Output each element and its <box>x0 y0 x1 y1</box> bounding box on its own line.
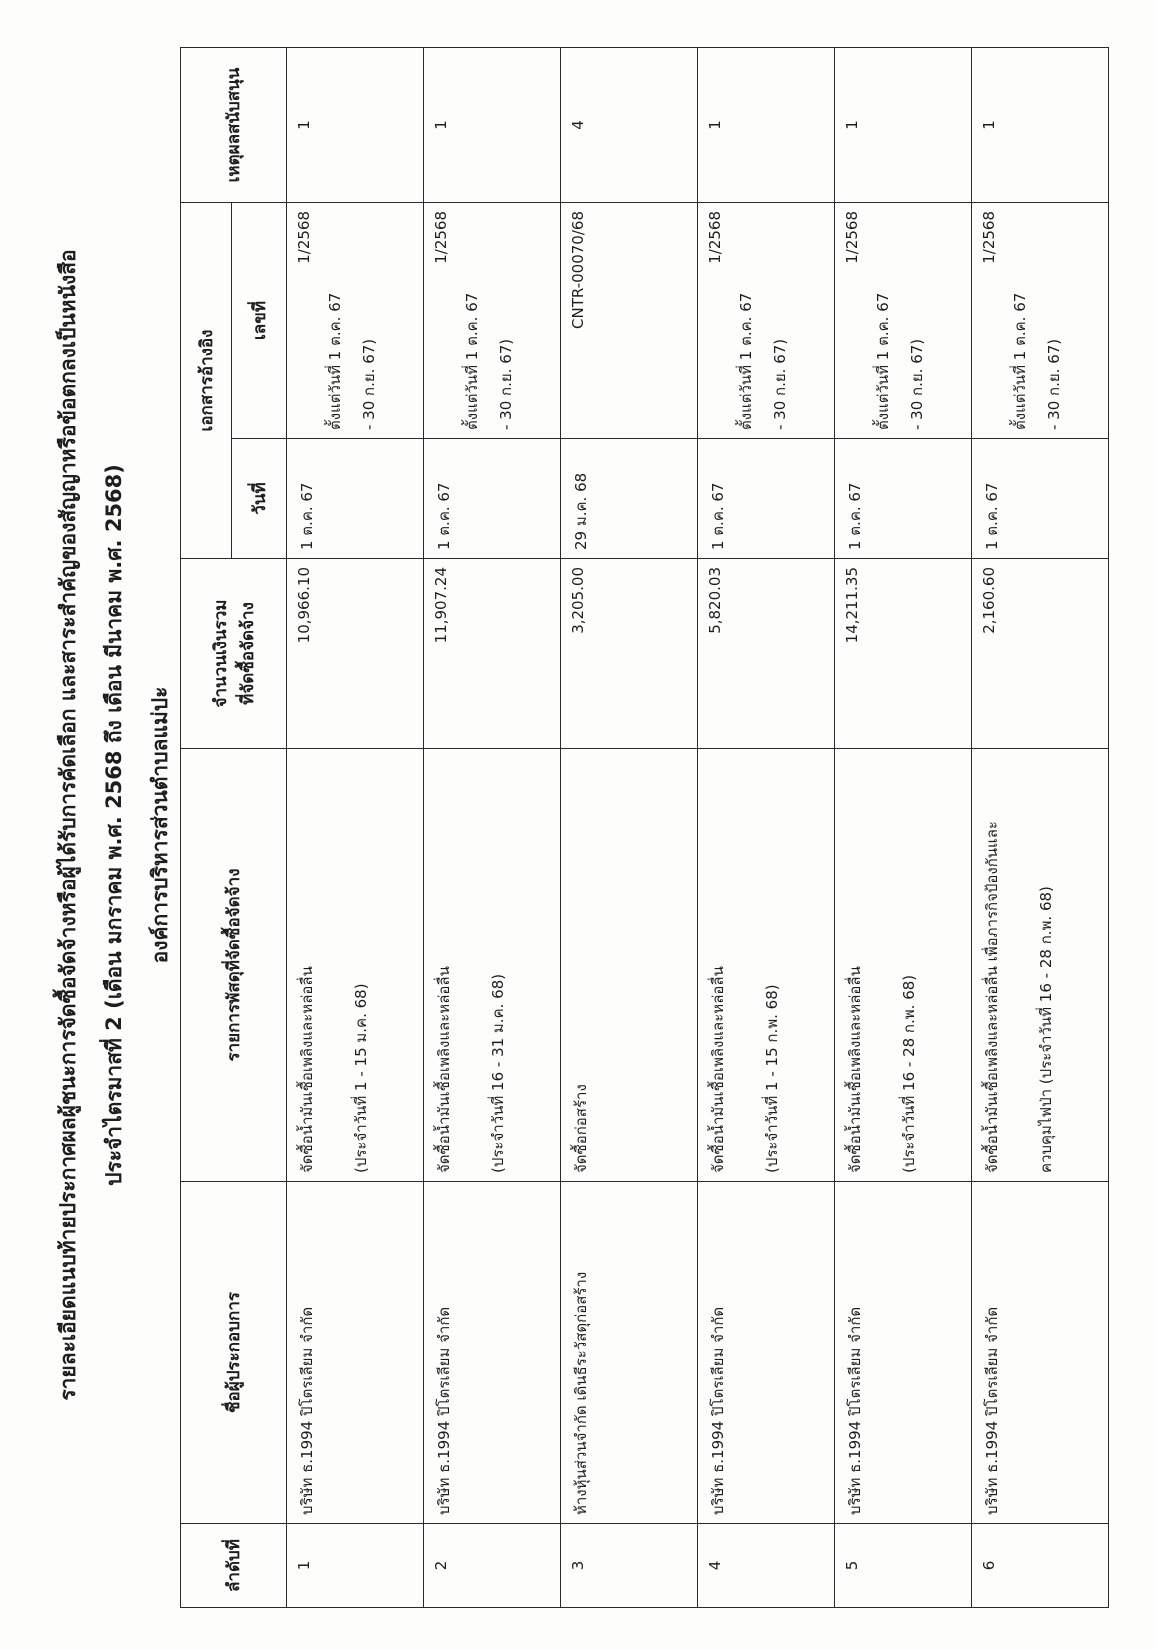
col-header-reason: เหตุผลสนับสนุน <box>181 48 287 203</box>
cell-amount: 10,966.10 <box>287 559 424 749</box>
col-header-ref-no: เลขที่ <box>232 203 287 439</box>
cell-reason: 1 <box>287 48 424 203</box>
cell-item <box>561 749 698 1182</box>
cell-no: 6 <box>972 1524 1109 1608</box>
cell-vendor: บริษัท ธ.1994 ปิโตรเลียม จำกัด <box>424 1182 561 1524</box>
organization-name: องค์การบริหารส่วนตำบลแม่ปะ <box>148 686 172 964</box>
ref-no-line1: CNTR-00070/68 <box>569 211 587 329</box>
cell-ref-no <box>698 203 835 439</box>
cell-vendor: บริษัท ธ.1994 ปิโตรเลียม จำกัด <box>287 1182 424 1524</box>
cell-vendor: ห้างหุ้นส่วนจำกัด เดินธีระวัสดุก่อสร้าง <box>561 1182 698 1524</box>
item-line2: (ประจำวันที่ 1 - 15 ก.พ. 68) <box>763 984 781 1173</box>
item-line2: (ประจำวันที่ 16 - 31 ม.ค. 68) <box>489 973 507 1173</box>
cell-reason: 1 <box>972 48 1109 203</box>
col-header-no: ลำดับที่ <box>181 1524 287 1608</box>
cell-reason: 1 <box>698 48 835 203</box>
cell-item <box>698 749 835 1182</box>
cell-ref-no <box>972 203 1109 439</box>
cell-no: 5 <box>835 1524 972 1608</box>
cell-no: 1 <box>287 1524 424 1608</box>
cell-date: 1 ต.ค. 67 <box>424 439 561 559</box>
cell-item <box>835 749 972 1182</box>
cell-no: 4 <box>698 1524 835 1608</box>
ref-no-line3: - 30 ก.ย. 67) <box>908 338 926 430</box>
cell-date: 1 ต.ค. 67 <box>835 439 972 559</box>
item-line1: จัดซื้อน้ำมันเชื้อเพลิงและหล่อลื่น <box>435 966 453 1173</box>
ref-no-line2: ตั้งแต่วันที่ 1 ต.ค. 67 <box>1011 292 1029 430</box>
cell-ref-no <box>561 203 698 439</box>
ref-no-line2: ตั้งแต่วันที่ 1 ต.ค. 67 <box>737 292 755 430</box>
cell-ref-no <box>287 203 424 439</box>
col-header-amount-line1: จำนวนเงินรวม <box>210 599 231 708</box>
item-line2: ควบคุมไฟป่า (ประจำวันที่ 16 - 28 ก.พ. 68) <box>1037 886 1055 1173</box>
col-header-amount <box>181 559 287 749</box>
table-row <box>698 48 835 1608</box>
ref-no-line2: ตั้งแต่วันที่ 1 ต.ค. 67 <box>463 292 481 430</box>
ref-no-line3: - 30 ก.ย. 67) <box>497 338 515 430</box>
item-line1: จัดซื้อก่อสร้าง <box>572 1084 590 1173</box>
table-row <box>835 48 972 1608</box>
ref-no-line3: - 30 ก.ย. 67) <box>771 338 789 430</box>
cell-amount: 2,160.60 <box>972 559 1109 749</box>
item-line2: (ประจำวันที่ 16 - 28 ก.พ. 68) <box>900 974 918 1173</box>
cell-vendor: บริษัท ธ.1994 ปิโตรเลียม จำกัด <box>835 1182 972 1524</box>
cell-no: 3 <box>561 1524 698 1608</box>
item-line1: จัดซื้อน้ำมันเชื้อเพลิงและหล่อลื่น <box>298 966 316 1173</box>
ref-no-line2: ตั้งแต่วันที่ 1 ต.ค. 67 <box>326 292 344 430</box>
cell-date: 1 ต.ค. 67 <box>698 439 835 559</box>
procurement-table <box>180 47 1109 1608</box>
ref-no-line1: 1/2568 <box>432 211 450 264</box>
cell-amount: 5,820.03 <box>698 559 835 749</box>
cell-item <box>972 749 1109 1182</box>
cell-ref-no <box>835 203 972 439</box>
ref-no-line3: - 30 ก.ย. 67) <box>360 338 378 430</box>
ref-no-line1: 1/2568 <box>980 211 998 264</box>
table-row <box>561 48 698 1608</box>
col-header-ref-doc: เอกสารอ้างอิง <box>181 203 232 559</box>
col-header-vendor: ชื่อผู้ประกอบการ <box>181 1182 287 1524</box>
cell-item <box>287 749 424 1182</box>
table-row <box>972 48 1109 1608</box>
item-line2: (ประจำวันที่ 1 - 15 ม.ค. 68) <box>352 983 370 1173</box>
cell-amount: 11,907.24 <box>424 559 561 749</box>
cell-amount: 14,211.35 <box>835 559 972 749</box>
col-header-item: รายการพัสดุที่จัดซื้อจัดจ้าง <box>181 749 287 1182</box>
table-row <box>287 48 424 1608</box>
item-line1: จัดซื้อน้ำมันเชื้อเพลิงและหล่อลื่น เพื่อภารกิจป้องกันและ <box>983 821 1001 1173</box>
ref-no-line1: 1/2568 <box>706 211 724 264</box>
item-line1: จัดซื้อน้ำมันเชื้อเพลิงและหล่อลื่น <box>846 966 864 1173</box>
cell-ref-no <box>424 203 561 439</box>
cell-no: 2 <box>424 1524 561 1608</box>
cell-vendor: บริษัท ธ.1994 ปิโตรเลียม จำกัด <box>698 1182 835 1524</box>
cell-date: 1 ต.ค. 67 <box>972 439 1109 559</box>
cell-amount: 3,205.00 <box>561 559 698 749</box>
cell-reason: 4 <box>561 48 698 203</box>
cell-date: 29 ม.ค. 68 <box>561 439 698 559</box>
item-line1: จัดซื้อน้ำมันเชื้อเพลิงและหล่อลื่น <box>709 966 727 1173</box>
cell-item <box>424 749 561 1182</box>
table-row <box>424 48 561 1608</box>
cell-date: 1 ต.ค. 67 <box>287 439 424 559</box>
ref-no-line1: 1/2568 <box>843 211 861 264</box>
cell-reason: 1 <box>835 48 972 203</box>
quarter-subtitle: ประจำไตรมาสที่ 2 (เดือน มกราคม พ.ศ. 2568 ถึง เดือน มีนาคม พ.ศ. 2568) <box>102 464 126 1186</box>
col-header-ref-date: วันที่ <box>232 439 287 559</box>
document-title: รายละเอียดแนบท้ายประกาศผลผู้ชนะการจัดซื้อจัดจ้างหรือผู้ได้รับการคัดเลือก และสาระสำคัญของสัญญาหรือข้อตกลงเป็นหนังสือ <box>56 249 80 1401</box>
ref-no-line3: - 30 ก.ย. 67) <box>1045 338 1063 430</box>
cell-vendor: บริษัท ธ.1994 ปิโตรเลียม จำกัด <box>972 1182 1109 1524</box>
ref-no-line2: ตั้งแต่วันที่ 1 ต.ค. 67 <box>874 292 892 430</box>
ref-no-line1: 1/2568 <box>295 211 313 264</box>
col-header-amount-line2: ที่จัดซื้อจัดจ้าง <box>237 602 258 705</box>
cell-reason: 1 <box>424 48 561 203</box>
